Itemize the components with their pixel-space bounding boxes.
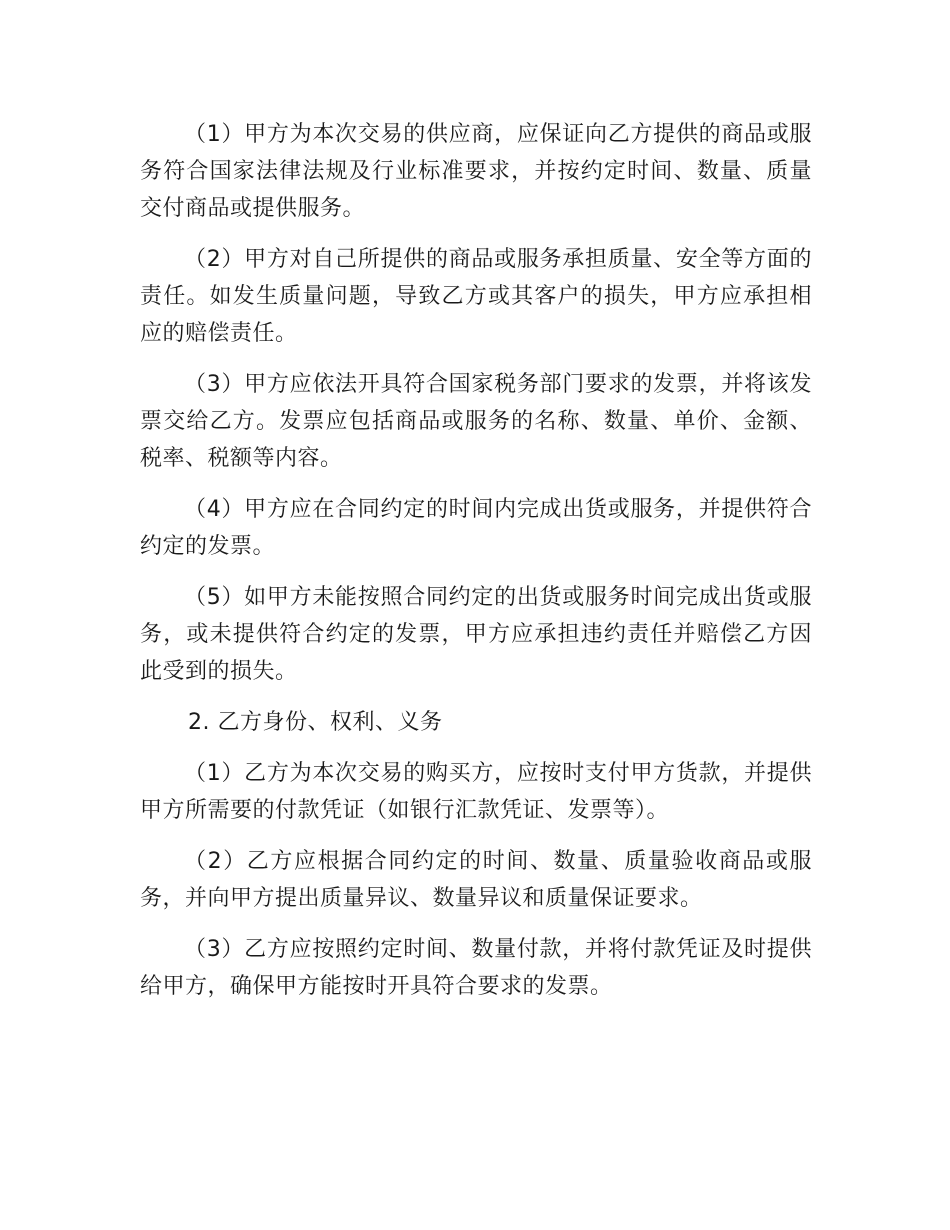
document-body — [140, 116, 812, 1019]
clause-paragraph: （1）甲方为本次交易的供应商，应保证向乙方提供的商品或服务符合国家法律法规及行业标准要求，并按约定时间、数量、质量交付商品或提供服务。 — [140, 122, 812, 221]
clause-paragraph: （4）甲方应在合同约定的时间内完成出货或服务，并提供符合约定的发票。 — [140, 497, 812, 559]
clause-paragraph: （5）如甲方未能按照合同约定的出货或服务时间完成出货或服务，或未提供符合约定的发票，甲方应承担违约责任并赔偿乙方因此受到的损失。 — [140, 585, 812, 684]
clause-paragraph: （3）乙方应按照约定时间、数量付款，并将付款凭证及时提供给甲方，确保甲方能按时开具符合要求的发票。 — [140, 937, 812, 999]
clause-paragraph: （1）乙方为本次交易的购买方，应按时支付甲方货款，并提供甲方所需要的付款凭证（如银行汇款凭证、发票等）。 — [140, 761, 812, 823]
clause-paragraph: （2）乙方应根据合同约定的时间、数量、质量验收商品或服务，并向甲方提出质量异议、数量异议和质量保证要求。 — [140, 849, 812, 911]
section-heading: 2. 乙方身份、权利、义务 — [188, 710, 443, 735]
clause-paragraph: （2）甲方对自己所提供的商品或服务承担质量、安全等方面的责任。如发生质量问题，导致乙方或其客户的损失，甲方应承担相应的赔偿责任。 — [140, 247, 812, 346]
clause-paragraph: （3）甲方应依法开具符合国家税务部门要求的发票，并将该发票交给乙方。发票应包括商品或服务的名称、数量、单价、金额、税率、税额等内容。 — [140, 372, 812, 471]
